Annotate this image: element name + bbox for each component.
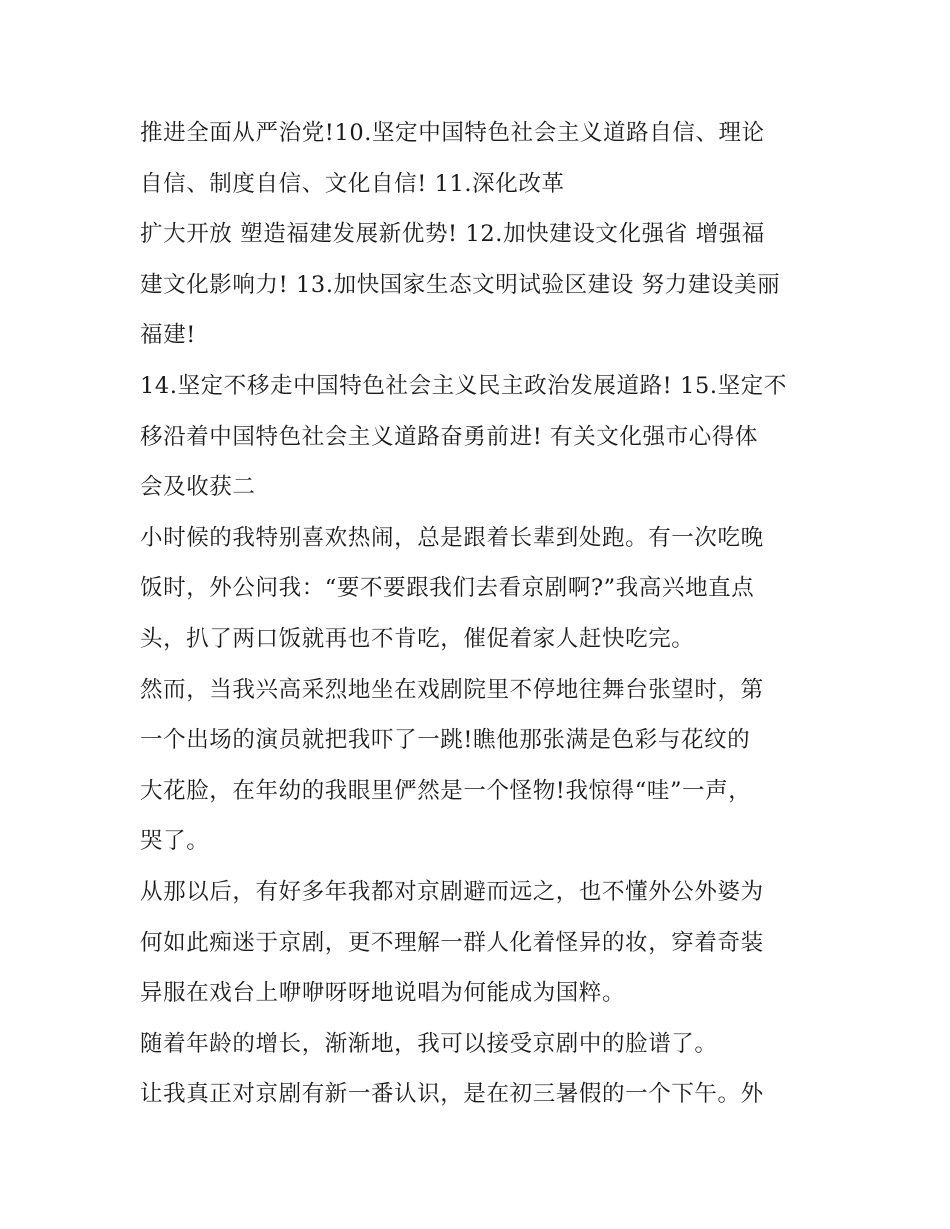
text-line: 福建! bbox=[140, 322, 196, 349]
text-line: 会及收获二 bbox=[140, 474, 256, 501]
text-line: 建文化影响力! 13.加快国家生态文明试验区建设 努力建设美丽 bbox=[140, 271, 781, 298]
text-line: 头，扒了两口饭就再也不肯吃，催促着家人赶快吃完。 bbox=[140, 625, 695, 652]
text-line: 何如此痴迷于京剧，更不理解一群人化着怪异的妆，穿着奇装 bbox=[140, 929, 764, 956]
text-line: 随着年龄的增长，渐渐地，我可以接受京剧中的脸谱了。 bbox=[140, 1030, 718, 1057]
text-line: 14.坚定不移走中国特色社会主义民主政治发展道路! 15.坚定不 bbox=[140, 372, 787, 399]
text-line: 大花脸，在年幼的我眼里俨然是一个怪物!我惊得“哇”一声， bbox=[140, 777, 752, 804]
text-line: 饭时，外公问我：“要不要跟我们去看京剧啊?”我高兴地直点 bbox=[140, 575, 755, 602]
text-line: 然而，当我兴高采烈地坐在戏剧院里不停地往舞台张望时，第 bbox=[140, 676, 764, 703]
text-line: 异服在戏台上咿咿呀呀地说唱为何能成为国粹。 bbox=[140, 980, 626, 1007]
text-line: 移沿着中国特色社会主义道路奋勇前进! 有关文化强市心得体 bbox=[140, 423, 758, 450]
text-line: 自信、制度自信、文化自信! 11.深化改革 bbox=[140, 170, 565, 197]
text-line: 从那以后，有好多年我都对京剧避而远之，也不懂外公外婆为 bbox=[140, 878, 764, 905]
text-line: 小时候的我特别喜欢热闹，总是跟着长辈到处跑。有一次吃晚 bbox=[140, 524, 764, 551]
text-line: 哭了。 bbox=[140, 828, 210, 855]
text-line: 让我真正对京剧有新一番认识，是在初三暑假的一个下午。外 bbox=[140, 1081, 764, 1108]
text-line: 推进全面从严治党!10.坚定中国特色社会主义道路自信、理论 bbox=[140, 120, 765, 146]
text-line: 扩大开放 塑造福建发展新优势! 12.加快建设文化强省 增强福 bbox=[140, 221, 765, 248]
text-line: 一个出场的演员就把我吓了一跳!瞧他那张满是色彩与花纹的 bbox=[140, 727, 751, 754]
document-body bbox=[140, 108, 820, 1120]
